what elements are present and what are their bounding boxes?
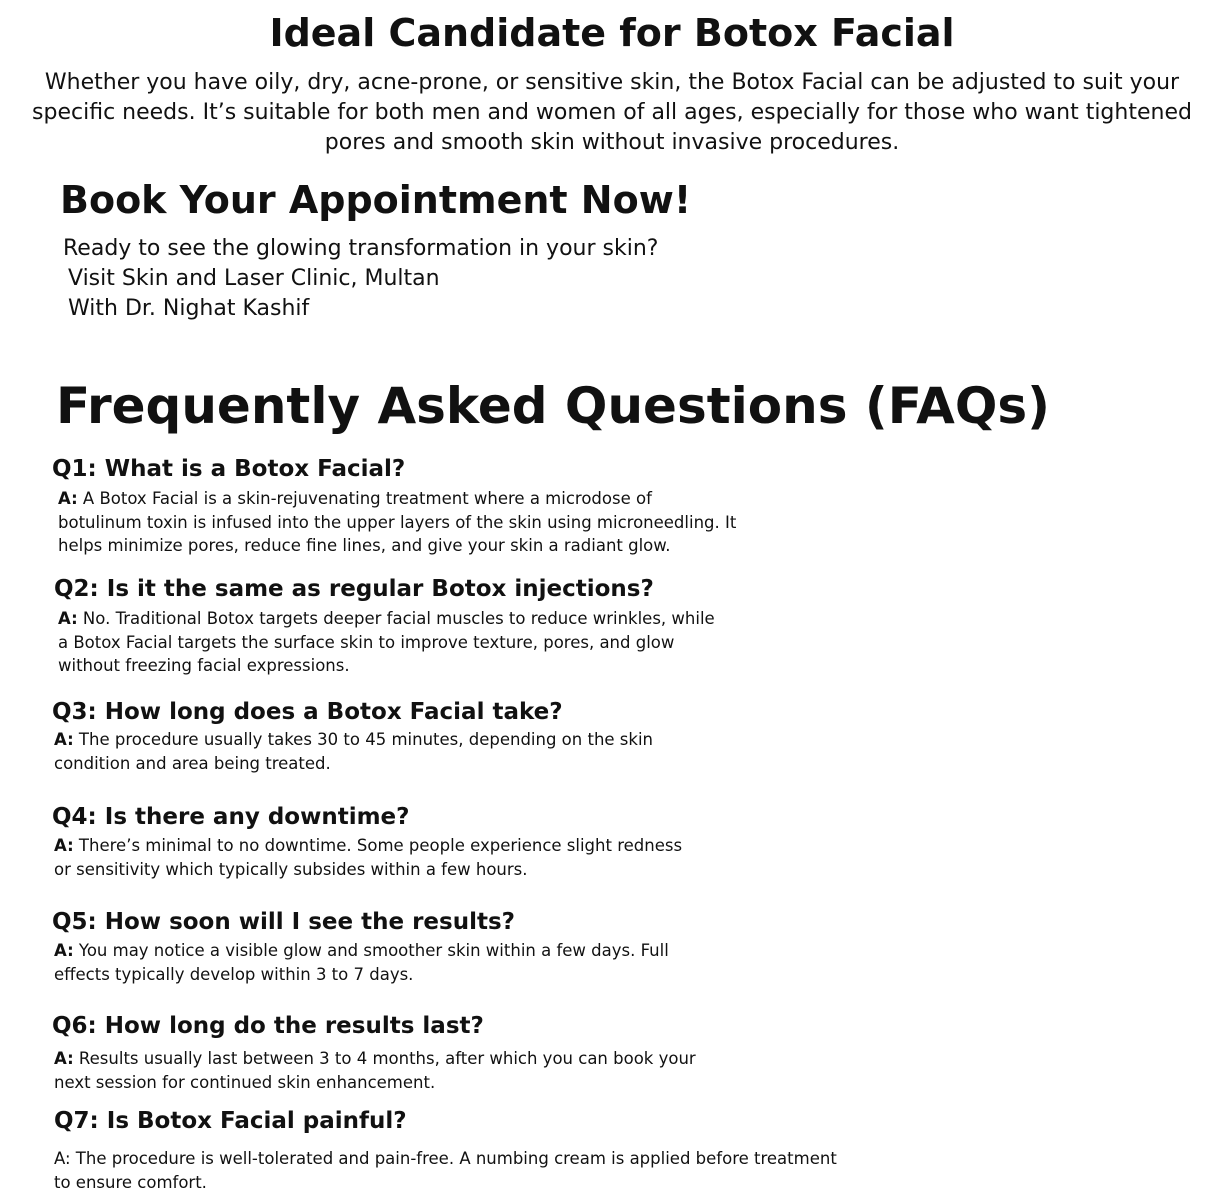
answer-prefix: A:: [58, 609, 78, 628]
answer-text: A: The procedure is well-tolerated and pain-free. A numbing cream is applied before treatment to ensure comfort.: [54, 1149, 837, 1192]
faq-question-4: Q4: Is there any downtime?: [52, 804, 410, 830]
answer-text: A Botox Facial is a skin-rejuvenating treatment where a microdose of botulinum toxin is infused into the upper layers of the skin using microneedling. It helps minimize pores, reduce fine lines, and give your skin a radiant glow.: [58, 489, 737, 555]
faq-question-5: Q5: How soon will I see the results?: [52, 909, 515, 935]
ideal-candidate-heading: Ideal Candidate for Botox Facial: [269, 11, 955, 55]
answer-text: No. Traditional Botox targets deeper facial muscles to reduce wrinkles, while a Botox Facial targets the surface skin to improve texture, pores, and glow without freezing facial expressions.: [58, 609, 715, 675]
faq-answer-3: [54, 728, 734, 775]
faq-answer-2: [58, 607, 728, 678]
answer-prefix: A:: [54, 941, 74, 960]
ideal-candidate-paragraph: Whether you have oily, dry, acne-prone, or sensitive skin, the Botox Facial can be adjusted to suit your specific needs. It’s suitable for both men and women of all ages, especially for those who want tightened pores and smooth skin without invasive procedures.: [32, 70, 1192, 155]
faq-answer-1: [58, 487, 738, 558]
faq-answer-7: [54, 1147, 854, 1194]
book-line-question: Ready to see the glowing transformation in your skin?: [63, 236, 659, 261]
answer-prefix: A:: [54, 730, 74, 749]
faq-answer-6: [54, 1047, 724, 1094]
faq-question-1: Q1: What is a Botox Facial?: [52, 456, 406, 482]
answer-text: There’s minimal to no downtime. Some people experience slight redness or sensitivity which typically subsides within a few hours.: [54, 836, 683, 879]
answer-prefix: A:: [54, 836, 74, 855]
book-line-clinic: Visit Skin and Laser Clinic, Multan: [68, 266, 440, 291]
book-line-doctor: With Dr. Nighat Kashif: [68, 296, 310, 321]
book-appointment-heading: Book Your Appointment Now!: [60, 178, 692, 222]
faq-question-7: Q7: Is Botox Facial painful?: [54, 1108, 407, 1134]
faq-question-6: Q6: How long do the results last?: [52, 1013, 484, 1039]
faq-heading: Frequently Asked Questions (FAQs): [56, 377, 1050, 435]
answer-text: You may notice a visible glow and smoother skin within a few days. Full effects typically develop within 3 to 7 days.: [54, 941, 669, 984]
faq-answer-5: [54, 939, 724, 986]
answer-text: The procedure usually takes 30 to 45 minutes, depending on the skin condition and area being treated.: [54, 730, 653, 773]
answer-prefix: A:: [58, 489, 78, 508]
answer-prefix: A:: [54, 1049, 74, 1068]
answer-text: Results usually last between 3 to 4 months, after which you can book your next session for continued skin enhancement.: [54, 1049, 696, 1092]
faq-question-2: Q2: Is it the same as regular Botox injections?: [54, 576, 654, 602]
faq-answer-4: [54, 834, 704, 881]
faq-question-3: Q3: How long does a Botox Facial take?: [52, 699, 563, 725]
